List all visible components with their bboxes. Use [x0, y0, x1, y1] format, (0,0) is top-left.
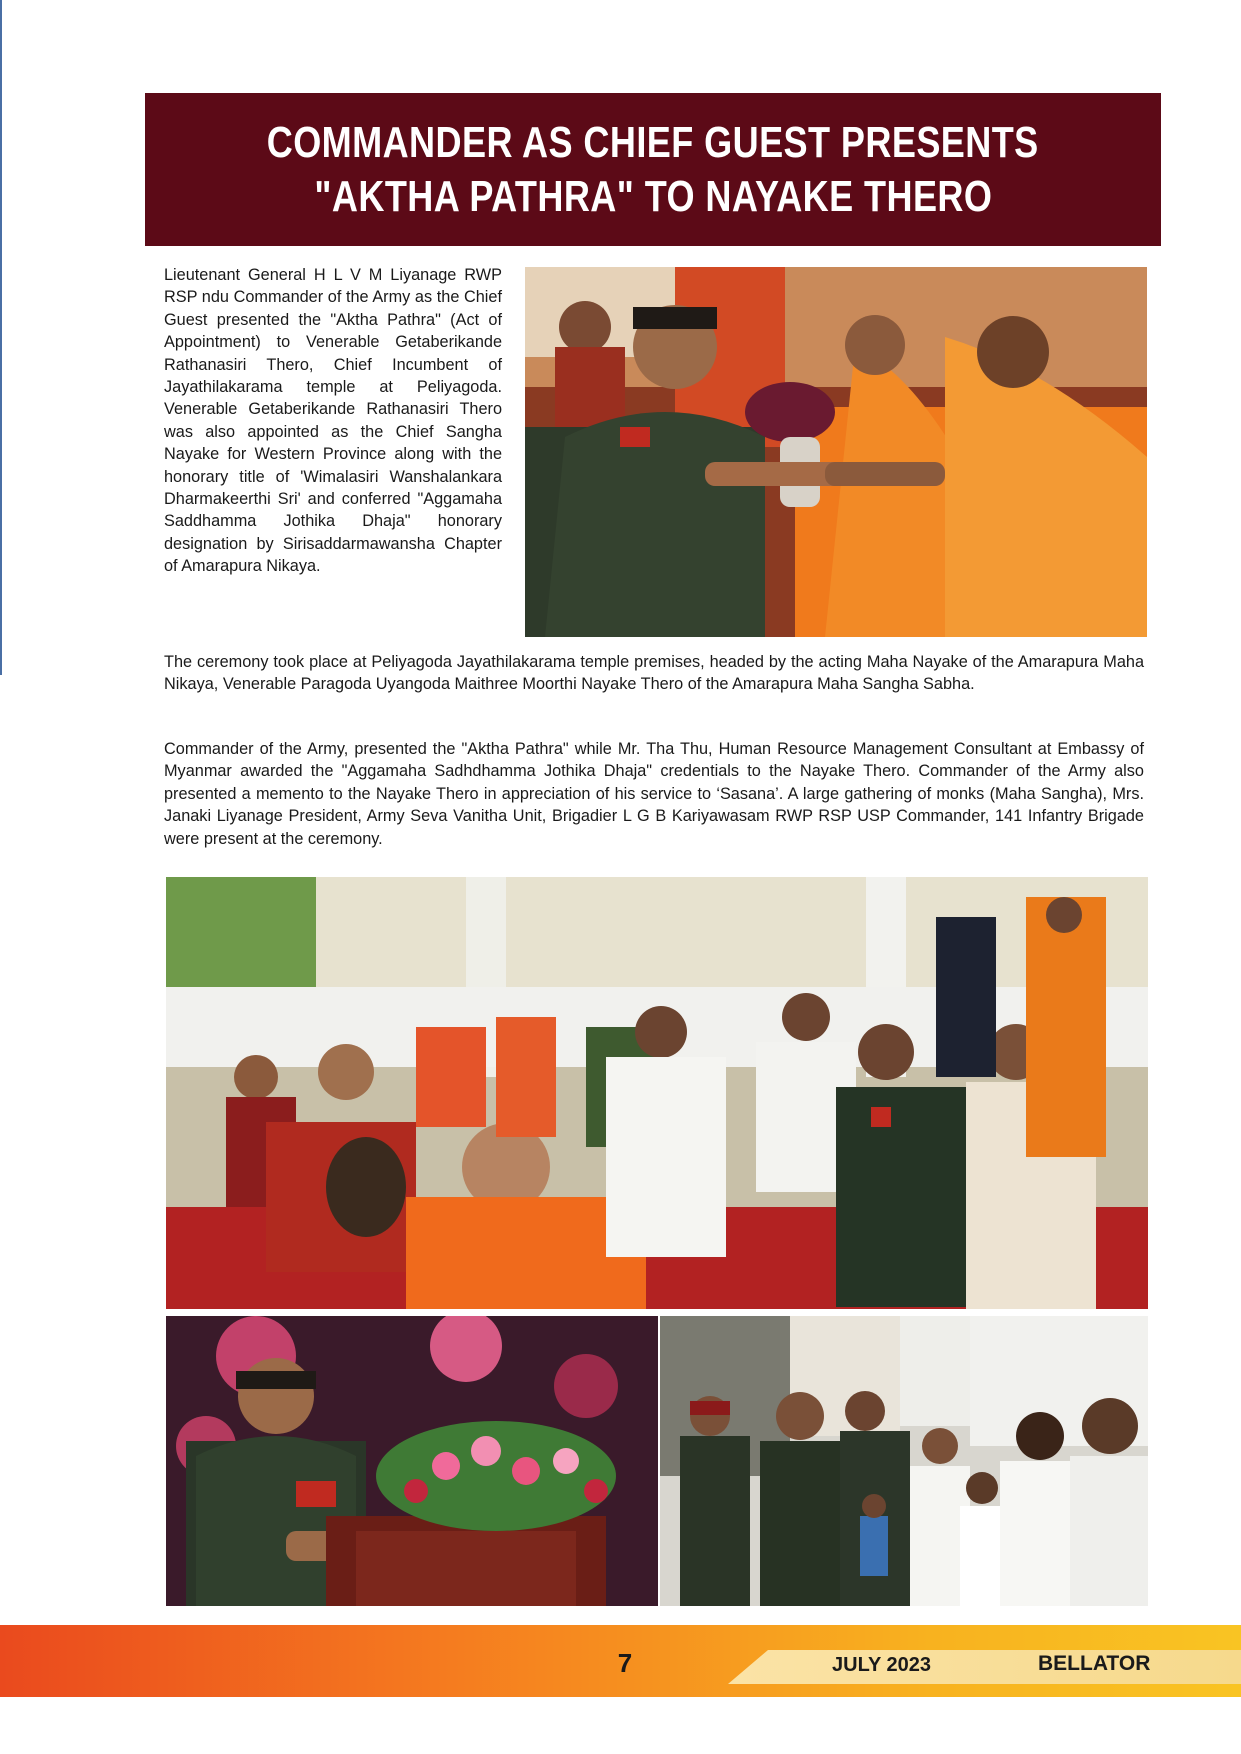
- magazine-name: BELLATOR: [1038, 1652, 1151, 1675]
- left-edge-rule: [0, 0, 2, 675]
- article-intro-paragraph: Lieutenant General H L V M Liyanage RWP RSP ndu Commander of the Army as the Chief Guest presented the "Aktha Pathra" (Act of Appointment) to Venerable Getaberikande Rathanasiri Thero, Chief Incumbent of Jayathilakarama temple at Peliyagoda. Venerable Getaberikande Rathanasiri Thero was also appointed as the Chief Sangha Nayake for Western Province along with the honorary title of 'Wimalasiri Wanshalankara Dharmakeerthi Sri' and conferred "Aggamaha Saddhamma Jothika Dhaja" honorary designation by Sirisaddarmawansha Chapter of Amarapura Nikaya.: [164, 266, 502, 576]
- footer-issue-tab: [728, 1650, 1241, 1684]
- photo-podium-speech-image: [166, 1316, 658, 1606]
- photo-greeting-families: [660, 1316, 1148, 1606]
- article-paragraph-2: The ceremony took place at Peliyagoda Jayathilakarama temple premises, headed by the acting Maha Nayake of the Amarapura Maha Nikaya, Venerable Paragoda Uyangoda Maithree Moorthi Nayake Thero of the Amarapura Maha Sangha Sabha.: [164, 653, 1144, 694]
- photo-seated-gathering: [166, 877, 1148, 1309]
- photo-greeting-families-image: [660, 1316, 1148, 1606]
- article-title-line-1: COMMANDER AS CHIEF GUEST PRESENTS: [267, 117, 1039, 167]
- photo-seated-gathering-image: [166, 877, 1148, 1309]
- photo-podium-speech: [166, 1316, 658, 1606]
- article-title-banner: [145, 93, 1161, 246]
- article-paragraph-3: Commander of the Army, presented the "Aktha Pathra" while Mr. Tha Thu, Human Resource Management Consultant at Embassy of Myanmar awarded the "Aggamaha Sadhdhamma Jothika Dhaja" credentials to the Nayake Thero. Commander of the Army also presented a memento to the Nayake Thero in appreciation of his service to ‘Sasana’. A large gathering of monks (Maha Sangha), Mrs. Janaki Liyanage President, Army Seva Vanitha Unit, Brigadier L G B Kariyawasam RWP RSP USP Commander, 141 Infantry Brigade were present at the ceremony.: [164, 740, 1144, 848]
- page-number: 7: [617, 1648, 633, 1678]
- photo-presentation: [525, 267, 1147, 637]
- issue-date: JULY 2023: [832, 1654, 931, 1676]
- photo-presentation-image: [525, 267, 1147, 637]
- article-title-line-2: "AKTHA PATHRA" TO NAYAKE THERO: [314, 171, 992, 221]
